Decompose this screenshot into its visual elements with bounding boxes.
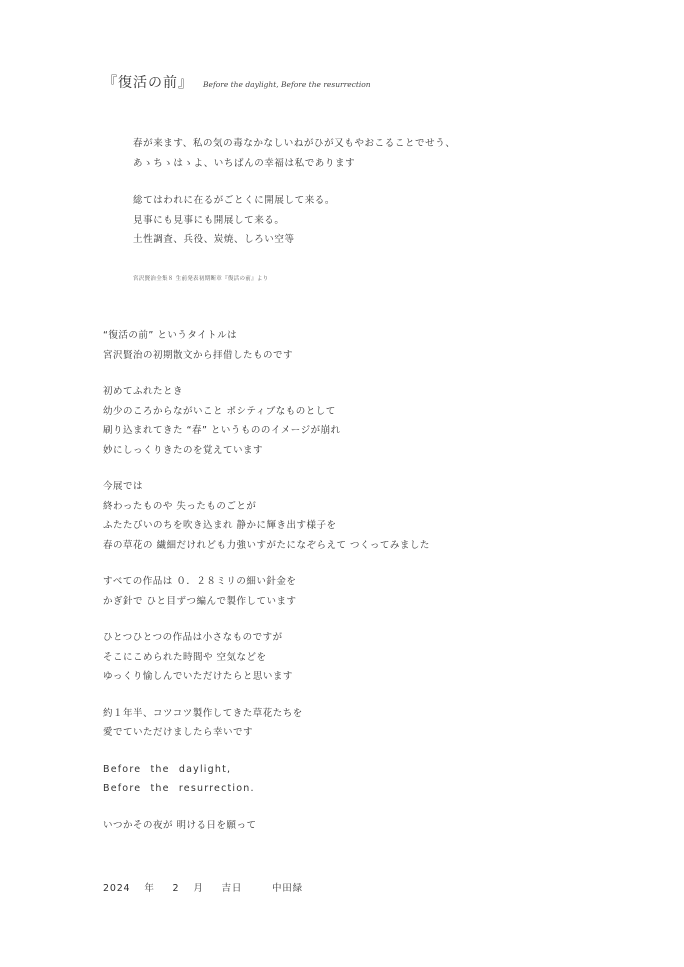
poem-line: 春が来ます、私の気の毒なかなしいねがひが又もやおこることでせう、 <box>133 138 456 149</box>
text-line: 春の草花の 繊細だけれども力強いすがたになぞらえて つくってみました <box>103 539 430 551</box>
poem-stanza <box>133 191 455 250</box>
text-line: いつかその夜が 明ける日を願って <box>103 819 257 831</box>
text-line: “復活の前” というタイトルは <box>103 330 238 341</box>
text-line: 今展では <box>103 481 144 492</box>
paragraph <box>103 477 430 555</box>
poem-line: あゝちゝはゝよ、いちばんの幸福は私であります <box>133 157 356 169</box>
english-paragraph <box>103 760 430 799</box>
text-line: 刷り込まれてきた “春” というもののイメージが崩れ <box>103 425 341 436</box>
poem-stanza <box>133 134 455 173</box>
text-line: 宮沢賢治の初期散文から拝借したものです <box>103 349 294 361</box>
title-row <box>103 72 371 92</box>
poem-line: 土性調査、兵役、炭焼、しろい空等 <box>133 234 295 245</box>
text-line: 初めてふれたとき <box>103 386 184 397</box>
text-line: 妙にしっくりきたのを覚えています <box>103 444 264 456</box>
paragraph <box>103 382 430 460</box>
text-line: Before the resurrection. <box>103 783 255 794</box>
text-line: 愛でていただけましたら幸いです <box>103 727 254 738</box>
text-line: かぎ針で ひと目ずつ編んで製作しています <box>103 595 297 607</box>
signature-year: 2024 <box>103 883 131 894</box>
text-line: ふたたびいのちを吹き込まれ 静かに輝き出す様子を <box>103 520 337 531</box>
text-line: ゆっくり愉しんでいただけたらと思います <box>103 671 293 682</box>
poem-line: 総てはわれに在るがごとくに開展して来る。 <box>133 195 336 206</box>
body-text <box>103 326 430 852</box>
signature-month: 2 <box>172 883 180 894</box>
text-line: 約１年半、コツコツ製作してきた草花たちを <box>103 707 303 719</box>
signature-day: 吉日 <box>221 883 243 894</box>
poem-line: 見事にも見事にも開展して来る。 <box>133 214 285 226</box>
signature-author: 中田緑 <box>271 883 303 894</box>
paragraph <box>103 704 430 743</box>
text-line: ひとつひとつの作品は小さなものですが <box>103 632 283 643</box>
text-line: 幼少のころからながいこと ポシティブなものとして <box>103 405 336 417</box>
signature-month-unit: 月 <box>193 883 204 894</box>
text-line: すべての作品は ０．２８ミリの細い針金を <box>103 576 297 587</box>
page-subtitle: Before the daylight, Before the resurrection <box>203 80 371 89</box>
signature <box>103 880 317 894</box>
page-title: 『復活の前』 <box>103 75 193 91</box>
paragraph <box>103 326 430 365</box>
text-line: Before the daylight, <box>103 763 232 775</box>
closing-paragraph <box>103 816 430 836</box>
paragraph <box>103 628 430 687</box>
text-line: 終わったものや 失ったものごとが <box>103 500 257 512</box>
paragraph <box>103 572 430 611</box>
poem-source-citation: 宮沢賢治全集８ 生前発表初期断章『復活の前』より <box>133 276 269 282</box>
poem-quote <box>133 134 455 268</box>
text-line: そこにこめられた時間や 空気などを <box>103 651 267 663</box>
signature-year-unit: 年 <box>144 883 155 894</box>
